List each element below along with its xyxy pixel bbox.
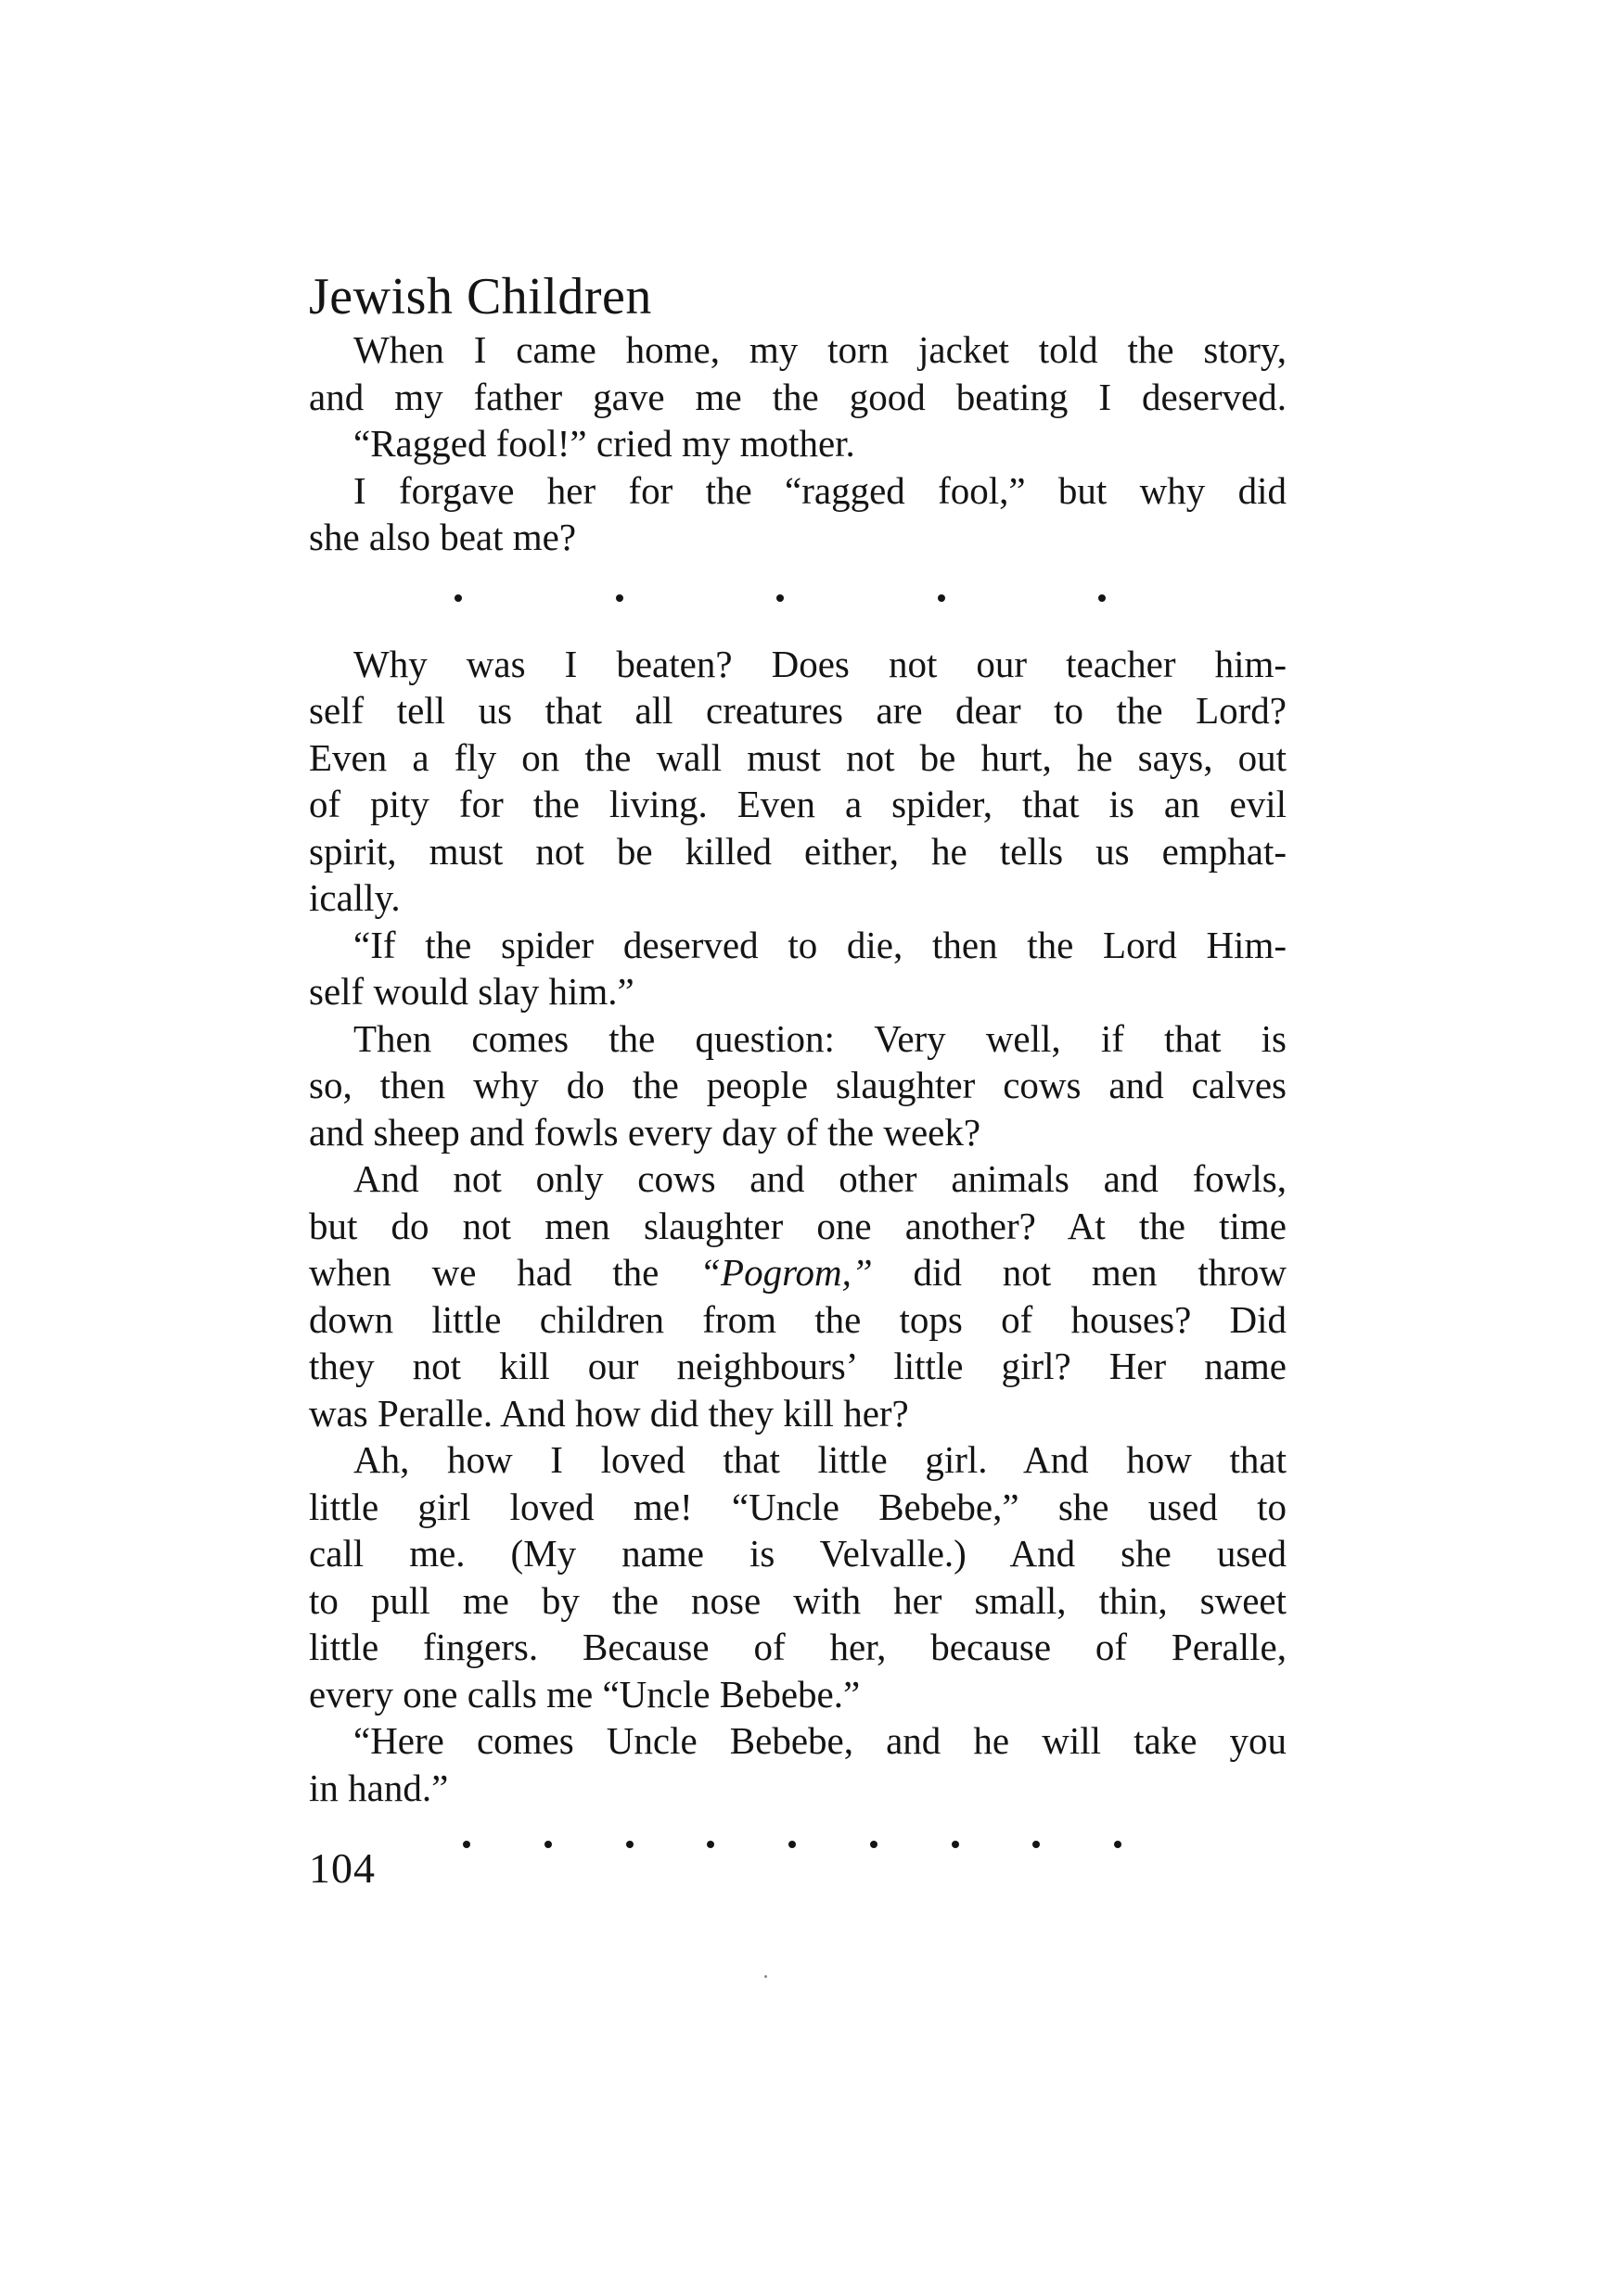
- running-head: Jewish Children: [309, 268, 652, 325]
- text-fragment: did not men throw: [872, 1251, 1287, 1294]
- text-line: Even a fly on the wall must not be hurt, he says, out: [309, 735, 1287, 779]
- text-line: When I came home, my torn jacket told the story,: [353, 328, 1287, 371]
- separator-dot: [1032, 1841, 1040, 1848]
- section-separator: [455, 574, 1106, 622]
- text-line: [309, 1249, 1287, 1296]
- text-line: I forgave her for the “ragged fool,” but why did: [353, 468, 1287, 512]
- text-line: little girl loved me! “Uncle Bebebe,” she used to: [309, 1485, 1287, 1528]
- text-line: Then comes the question: Very well, if that is: [353, 1016, 1287, 1060]
- separator-dot: [938, 594, 945, 602]
- section-separator: [463, 1820, 1121, 1869]
- text-line: down little children from the tops of houses? Did: [309, 1297, 1287, 1341]
- text-line: to pull me by the nose with her small, thin, sweet: [309, 1578, 1287, 1622]
- separator-dot: [1114, 1841, 1121, 1848]
- separator-dot: [544, 1841, 552, 1848]
- text-line: of pity for the living. Even a spider, that is an evil: [309, 783, 1287, 825]
- text-line: they not kill our neighbours’ little girl? Her name: [309, 1345, 1287, 1387]
- text-line: little fingers. Because of her, because of Peralle,: [309, 1626, 1287, 1668]
- text-line: And not only cows and other animals and fowls,: [353, 1157, 1287, 1200]
- text-line: call me. (My name is Velvalle.) And she used: [309, 1532, 1287, 1575]
- text-fragment: when we had the: [309, 1251, 700, 1294]
- text-line: and my father gave me the good beating I deserved.: [309, 375, 1287, 418]
- separator-dot: [707, 1841, 714, 1848]
- print-speck: [764, 1975, 767, 1978]
- text-line: self would slay him.”: [309, 970, 634, 1013]
- page-number: 104: [309, 1844, 376, 1892]
- separator-dot: [776, 594, 784, 602]
- text-line: ically.: [309, 876, 401, 919]
- text-line: in hand.”: [309, 1766, 449, 1809]
- separator-dot: [616, 594, 623, 602]
- text-line: so, then why do the people slaughter cows and calves: [309, 1064, 1287, 1106]
- text-line: she also beat me?: [309, 516, 577, 558]
- text-line: was Peralle. And how did they kill her?: [309, 1391, 909, 1435]
- text-line: and sheep and fowls every day of the week?: [309, 1110, 981, 1154]
- text-line: but do not men slaughter one another? At the time: [309, 1204, 1287, 1247]
- separator-dot: [952, 1841, 959, 1848]
- separator-dot: [463, 1841, 470, 1848]
- body-text: [309, 326, 1287, 1869]
- separator-dot: [455, 594, 462, 602]
- text-line: spirit, must not be killed either, he tells us emphat-: [309, 829, 1287, 873]
- text-line: every one calls me “Uncle Bebebe.”: [309, 1672, 861, 1716]
- text-line: Why was I beaten? Does not our teacher him-: [353, 642, 1287, 685]
- separator-dot: [1098, 594, 1106, 602]
- separator-dot: [788, 1841, 796, 1848]
- pogrom-italic: “Pogrom,”: [699, 1251, 873, 1294]
- separator-dot: [870, 1841, 877, 1848]
- text-line: self tell us that all creatures are dear to the Lord?: [309, 689, 1287, 732]
- text-line: Ah, how I loved that little girl. And how that: [353, 1438, 1287, 1481]
- text-line: “Ragged fool!” cried my mother.: [353, 422, 855, 465]
- text-line: “Here comes Uncle Bebebe, and he will take you: [353, 1719, 1287, 1762]
- text-line: “If the spider deserved to die, then the Lord Him-: [353, 923, 1287, 966]
- separator-dot: [626, 1841, 634, 1848]
